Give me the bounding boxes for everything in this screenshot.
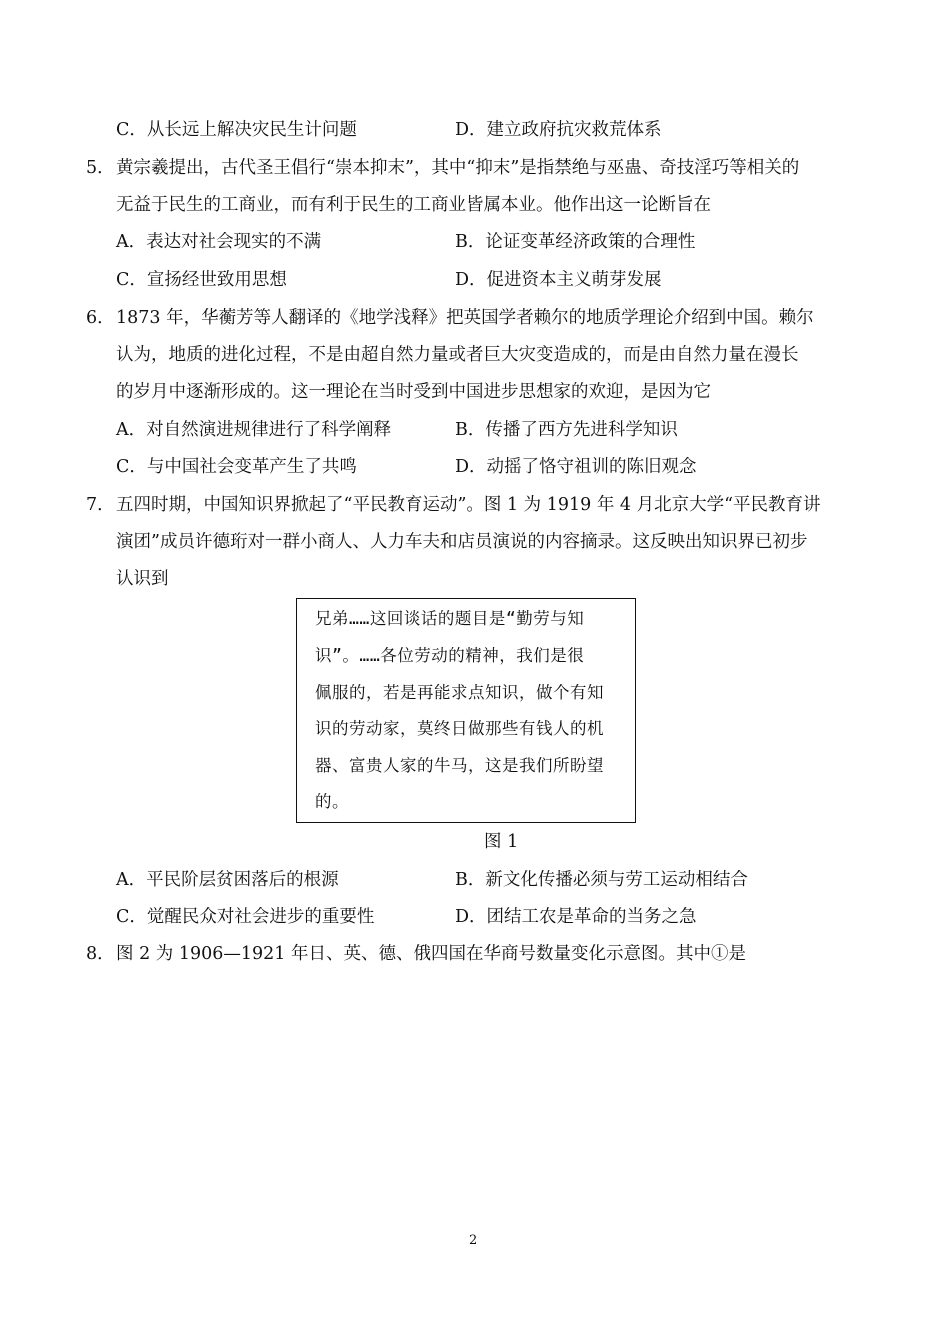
q7-number: 7． bbox=[86, 495, 115, 515]
q6-stem-line2: 认为，地质的进化过程，不是由超自然力量或者巨大灾变造成的，而是由自然力量在漫长 bbox=[116, 345, 799, 365]
page-number: 2 bbox=[469, 1233, 478, 1248]
q7-option-a: A．平民阶层贫困落后的根源 bbox=[116, 870, 339, 890]
q6-option-d: D．动摇了恪守祖训的陈旧观念 bbox=[455, 457, 697, 477]
q6-stem-line1: 1873 年，华蘅芳等人翻译的《地学浅释》把英国学者赖尔的地质学理论介绍到中国。赖尔 bbox=[116, 308, 814, 328]
q5-option-c: C．宣扬经世致用思想 bbox=[116, 270, 287, 290]
q5-option-d: D．促进资本主义萌芽发展 bbox=[455, 270, 662, 290]
q5-number: 5． bbox=[86, 158, 115, 178]
q6-number: 6． bbox=[86, 308, 115, 328]
quote-line: 的。 bbox=[315, 792, 349, 811]
q8-stem-line1: 图 2 为 1906—1921 年日、英、德、俄四国在华商号数量变化示意图。其中①是 bbox=[116, 944, 746, 964]
q7-stem-line1: 五四时期，中国知识界掀起了“平民教育运动”。图 1 为 1919 年 4 月北京大学“平民教育讲 bbox=[116, 495, 821, 515]
q7-stem-line2: 演团”成员许德珩对一群小商人、人力车夫和店员演说的内容摘录。这反映出知识界已初步 bbox=[116, 532, 808, 552]
q6-option-a: A．对自然演进规律进行了科学阐释 bbox=[116, 420, 392, 440]
quote-line: 佩服的，若是再能求点知识，做个有知 bbox=[315, 683, 604, 702]
q4-option-c: C．从长远上解决灾民生计问题 bbox=[116, 120, 357, 140]
figure1-caption: 图 1 bbox=[484, 832, 519, 852]
quote-line: 识”。……各位劳动的精神，我们是很 bbox=[315, 646, 585, 665]
quote-line: 兄弟……这回谈话的题目是“勤劳与知 bbox=[315, 609, 585, 628]
q6-stem-line3: 的岁月中逐渐形成的。这一理论在当时受到中国进步思想家的欢迎，是因为它 bbox=[116, 382, 711, 402]
q5-stem-line2: 无益于民生的工商业，而有利于民生的工商业皆属本业。他作出这一论断旨在 bbox=[116, 195, 711, 215]
quote-line: 器、富贵人家的牛马，这是我们所盼望 bbox=[315, 756, 604, 775]
q4-option-d: D．建立政府抗灾救荒体系 bbox=[455, 120, 662, 140]
q7-option-c: C．觉醒民众对社会进步的重要性 bbox=[116, 907, 375, 927]
q8-number: 8． bbox=[86, 944, 115, 964]
q7-stem-line3: 认识到 bbox=[116, 569, 169, 589]
q7-option-b: B．新文化传播必须与劳工运动相结合 bbox=[455, 870, 748, 890]
quote-line: 识的劳动家，莫终日做那些有钱人的机 bbox=[315, 719, 604, 738]
q6-option-b: B．传播了西方先进科学知识 bbox=[455, 420, 678, 440]
figure1-quote-box bbox=[296, 598, 636, 823]
q5-stem-line1: 黄宗羲提出，古代圣王倡行“崇本抑末”，其中“抑末”是指禁绝与巫蛊、奇技淫巧等相关的 bbox=[116, 158, 800, 178]
q6-option-c: C．与中国社会变革产生了共鸣 bbox=[116, 457, 357, 477]
q5-option-b: B．论证变革经济政策的合理性 bbox=[455, 232, 696, 252]
q5-option-a: A．表达对社会现实的不满 bbox=[116, 232, 322, 252]
q7-option-d: D．团结工农是革命的当务之急 bbox=[455, 907, 697, 927]
